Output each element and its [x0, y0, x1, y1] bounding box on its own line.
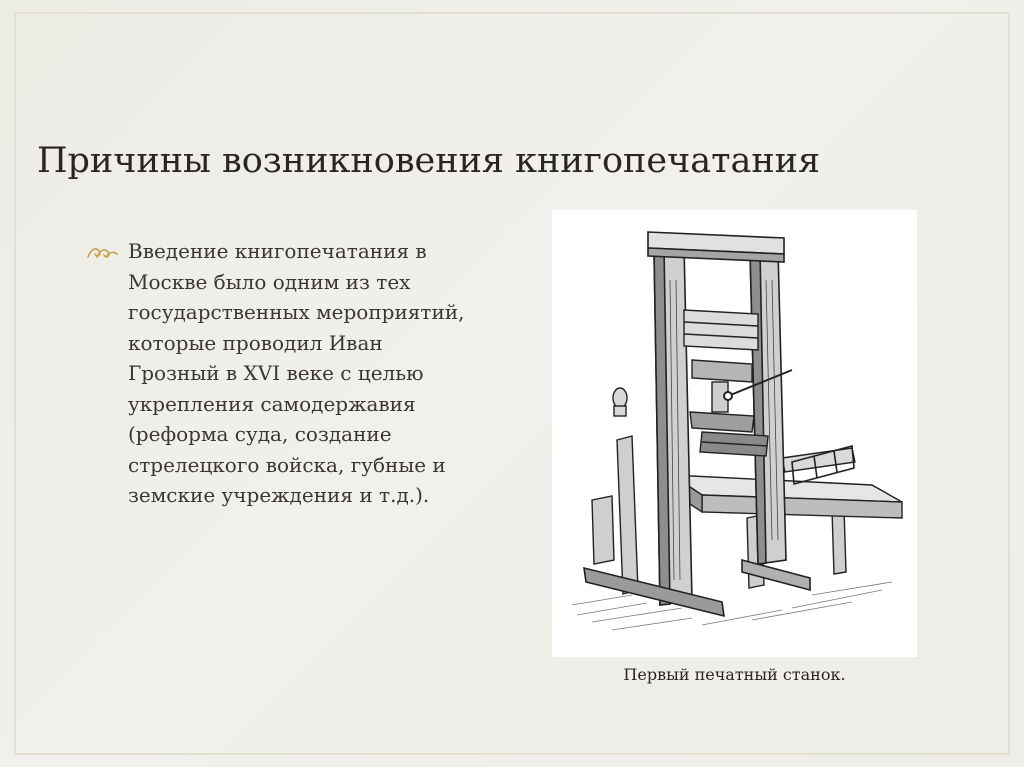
- slide-title: Причины возникновения книгопечатания: [37, 141, 821, 181]
- printing-press-illustration: [552, 210, 917, 657]
- scroll-bullet-icon: [86, 245, 120, 261]
- printing-press-image: [552, 210, 917, 657]
- bullet-text: Введение книгопечатания в Москве было одним из тех государственных мероприятий, которые проводил Иван Грозный в XVI веке с целью укрепления самодержавия (реформа суда, создание стрелецкого войска, губные и земские учреждения и т.д.).: [128, 239, 465, 507]
- figure-caption: Первый печатный станок.: [623, 665, 846, 684]
